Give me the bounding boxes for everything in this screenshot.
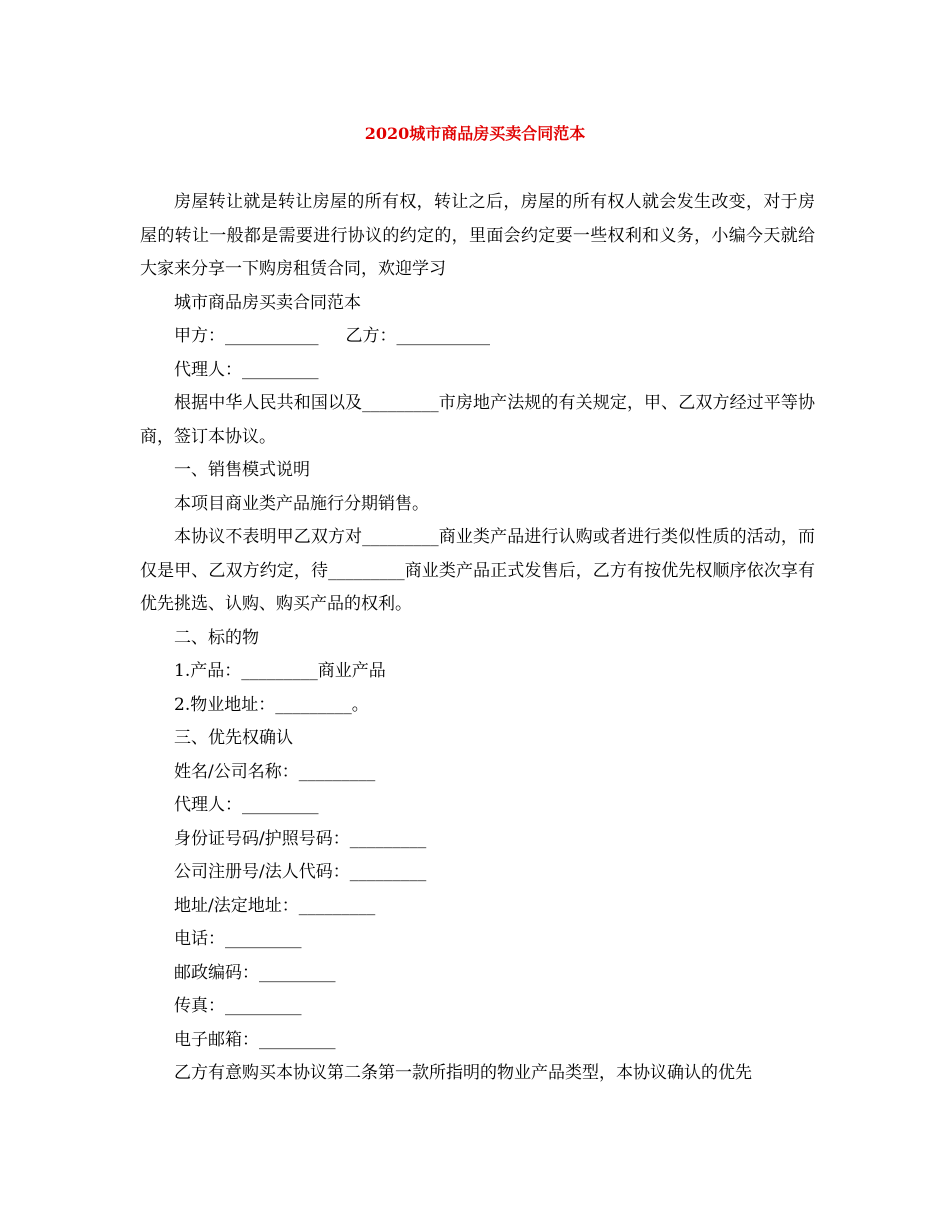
paragraph-agreement-scope: 本协议不表明甲乙双方对_________商业类产品进行认购或者进行类似性质的活动，而仅是甲、乙双方约定，待_________商业类产品正式发售后，乙方有按优先权顺序依次享有优先挑选、认购、购买产品的权利。 (140, 527, 815, 614)
field-fax: 传真：_________ (174, 996, 302, 1016)
document-title: 2020城市商品房买卖合同范本 (364, 124, 586, 143)
field-email: 电子邮箱：_________ (174, 1029, 336, 1050)
paragraph-agent: 代理人：_________ (174, 359, 319, 380)
paragraph-sales-mode: 本项目商业类产品施行分期销售。 (174, 493, 429, 514)
section-heading-priority: 三、优先权确认 (174, 728, 293, 748)
paragraph-property-address: 2.物业地址：_________。 (174, 694, 369, 715)
paragraph-parties: 甲方：___________ 乙方：___________ (174, 326, 491, 346)
paragraph-legal-basis: 根据中华人民共和国以及_________市房地产法规的有关规定，甲、乙双方经过平等协商，签订本协议。 (140, 393, 815, 447)
paragraph-contract-name: 城市商品房买卖合同范本 (174, 292, 361, 313)
field-postal-code: 邮政编码：_________ (174, 962, 336, 983)
field-address: 地址/法定地址：_________ (174, 895, 376, 916)
field-name-company: 姓名/公司名称：_________ (174, 761, 376, 782)
paragraph-priority-confirmation: 乙方有意购买本协议第二条第一款所指明的物业产品类型，本协议确认的优先 (174, 1063, 752, 1083)
section-heading-sales-mode: 一、销售模式说明 (174, 460, 310, 480)
paragraph-product: 1.产品：_________商业产品 (174, 661, 386, 681)
field-id-passport: 身份证号码/护照号码：_________ (174, 828, 427, 849)
field-agent: 代理人：_________ (174, 795, 319, 815)
section-heading-subject-matter: 二、标的物 (174, 627, 259, 648)
field-company-registration: 公司注册号/法人代码：_________ (174, 862, 427, 882)
document-body (140, 186, 815, 1091)
field-phone: 电话：_________ (174, 929, 302, 949)
paragraph-intro: 房屋转让就是转让房屋的所有权，转让之后，房屋的所有权人就会发生改变，对于房屋的转让一般都是需要进行协议的约定的，里面会约定要一些权利和义务，小编今天就给大家来分享一下购房租赁合同，欢迎学习 (140, 192, 815, 279)
